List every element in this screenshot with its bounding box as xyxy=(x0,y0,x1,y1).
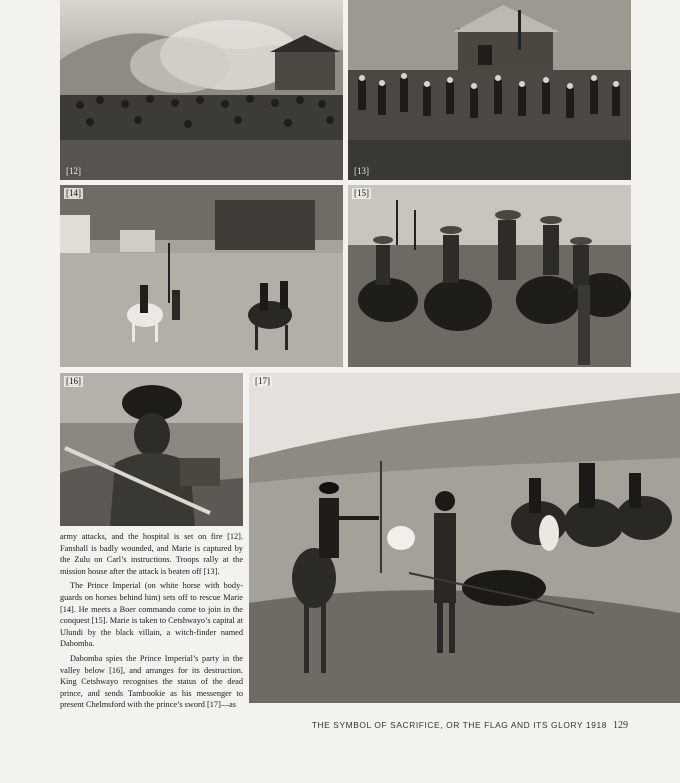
photo-17-image xyxy=(249,373,680,703)
running-title: THE SYMBOL OF SACRIFICE, OR THE FLAG AND ITS GLORY 1918 xyxy=(311,720,607,730)
body-text-column xyxy=(60,531,243,711)
photo-14-label: [14] xyxy=(66,188,81,198)
photo-12-label: [12] xyxy=(66,166,81,176)
photo-17-label: [17] xyxy=(255,376,270,386)
photo-12-hospital-fire xyxy=(60,0,343,180)
body-paragraph: army attacks, and the hospital is set on fire [12]. Fanshall is badly wounded, and Marie is captured by the Zulu on Carl’s instructions. Troops rally at the mission house after the attack is beaten off [13]. xyxy=(60,532,243,576)
page-number: 129 xyxy=(613,720,628,731)
body-paragraph: Dabomba spies the Prince Imperial’s party in the valley below [16], and arranges for its destruction. King Cetshwayo recognises the status of the dead prince, and sends Tambookie as his messenger to present Chelmsford with the prince’s sword [17]—as xyxy=(60,653,243,710)
photo-15-boer-commando xyxy=(348,185,631,367)
photo-15-label: [15] xyxy=(354,188,369,198)
photo-16-dabomba xyxy=(60,373,243,526)
photo-13-mission-house xyxy=(348,0,631,180)
body-paragraph: The Prince Imperial (on white horse with body-guards on horses behind him) sets off to rescue Marie [14]. He meets a Boer commando come to join in the conquest [15]. Marie is taken to Cetshwayo’s capital at Ulundi by the black villain, a witch-finder named Dabomba. xyxy=(60,581,243,649)
photo-13-label: [13] xyxy=(354,166,369,176)
photo-14-prince-imperial xyxy=(60,185,343,367)
photo-14-image xyxy=(60,185,343,367)
photo-15-image xyxy=(348,185,631,367)
photo-16-label: [16] xyxy=(66,376,81,386)
photo-13-image xyxy=(348,0,631,180)
running-footer xyxy=(312,720,628,731)
photo-17-presenting-sword xyxy=(249,373,680,703)
photo-16-image xyxy=(60,373,243,526)
photo-12-image xyxy=(60,0,343,180)
